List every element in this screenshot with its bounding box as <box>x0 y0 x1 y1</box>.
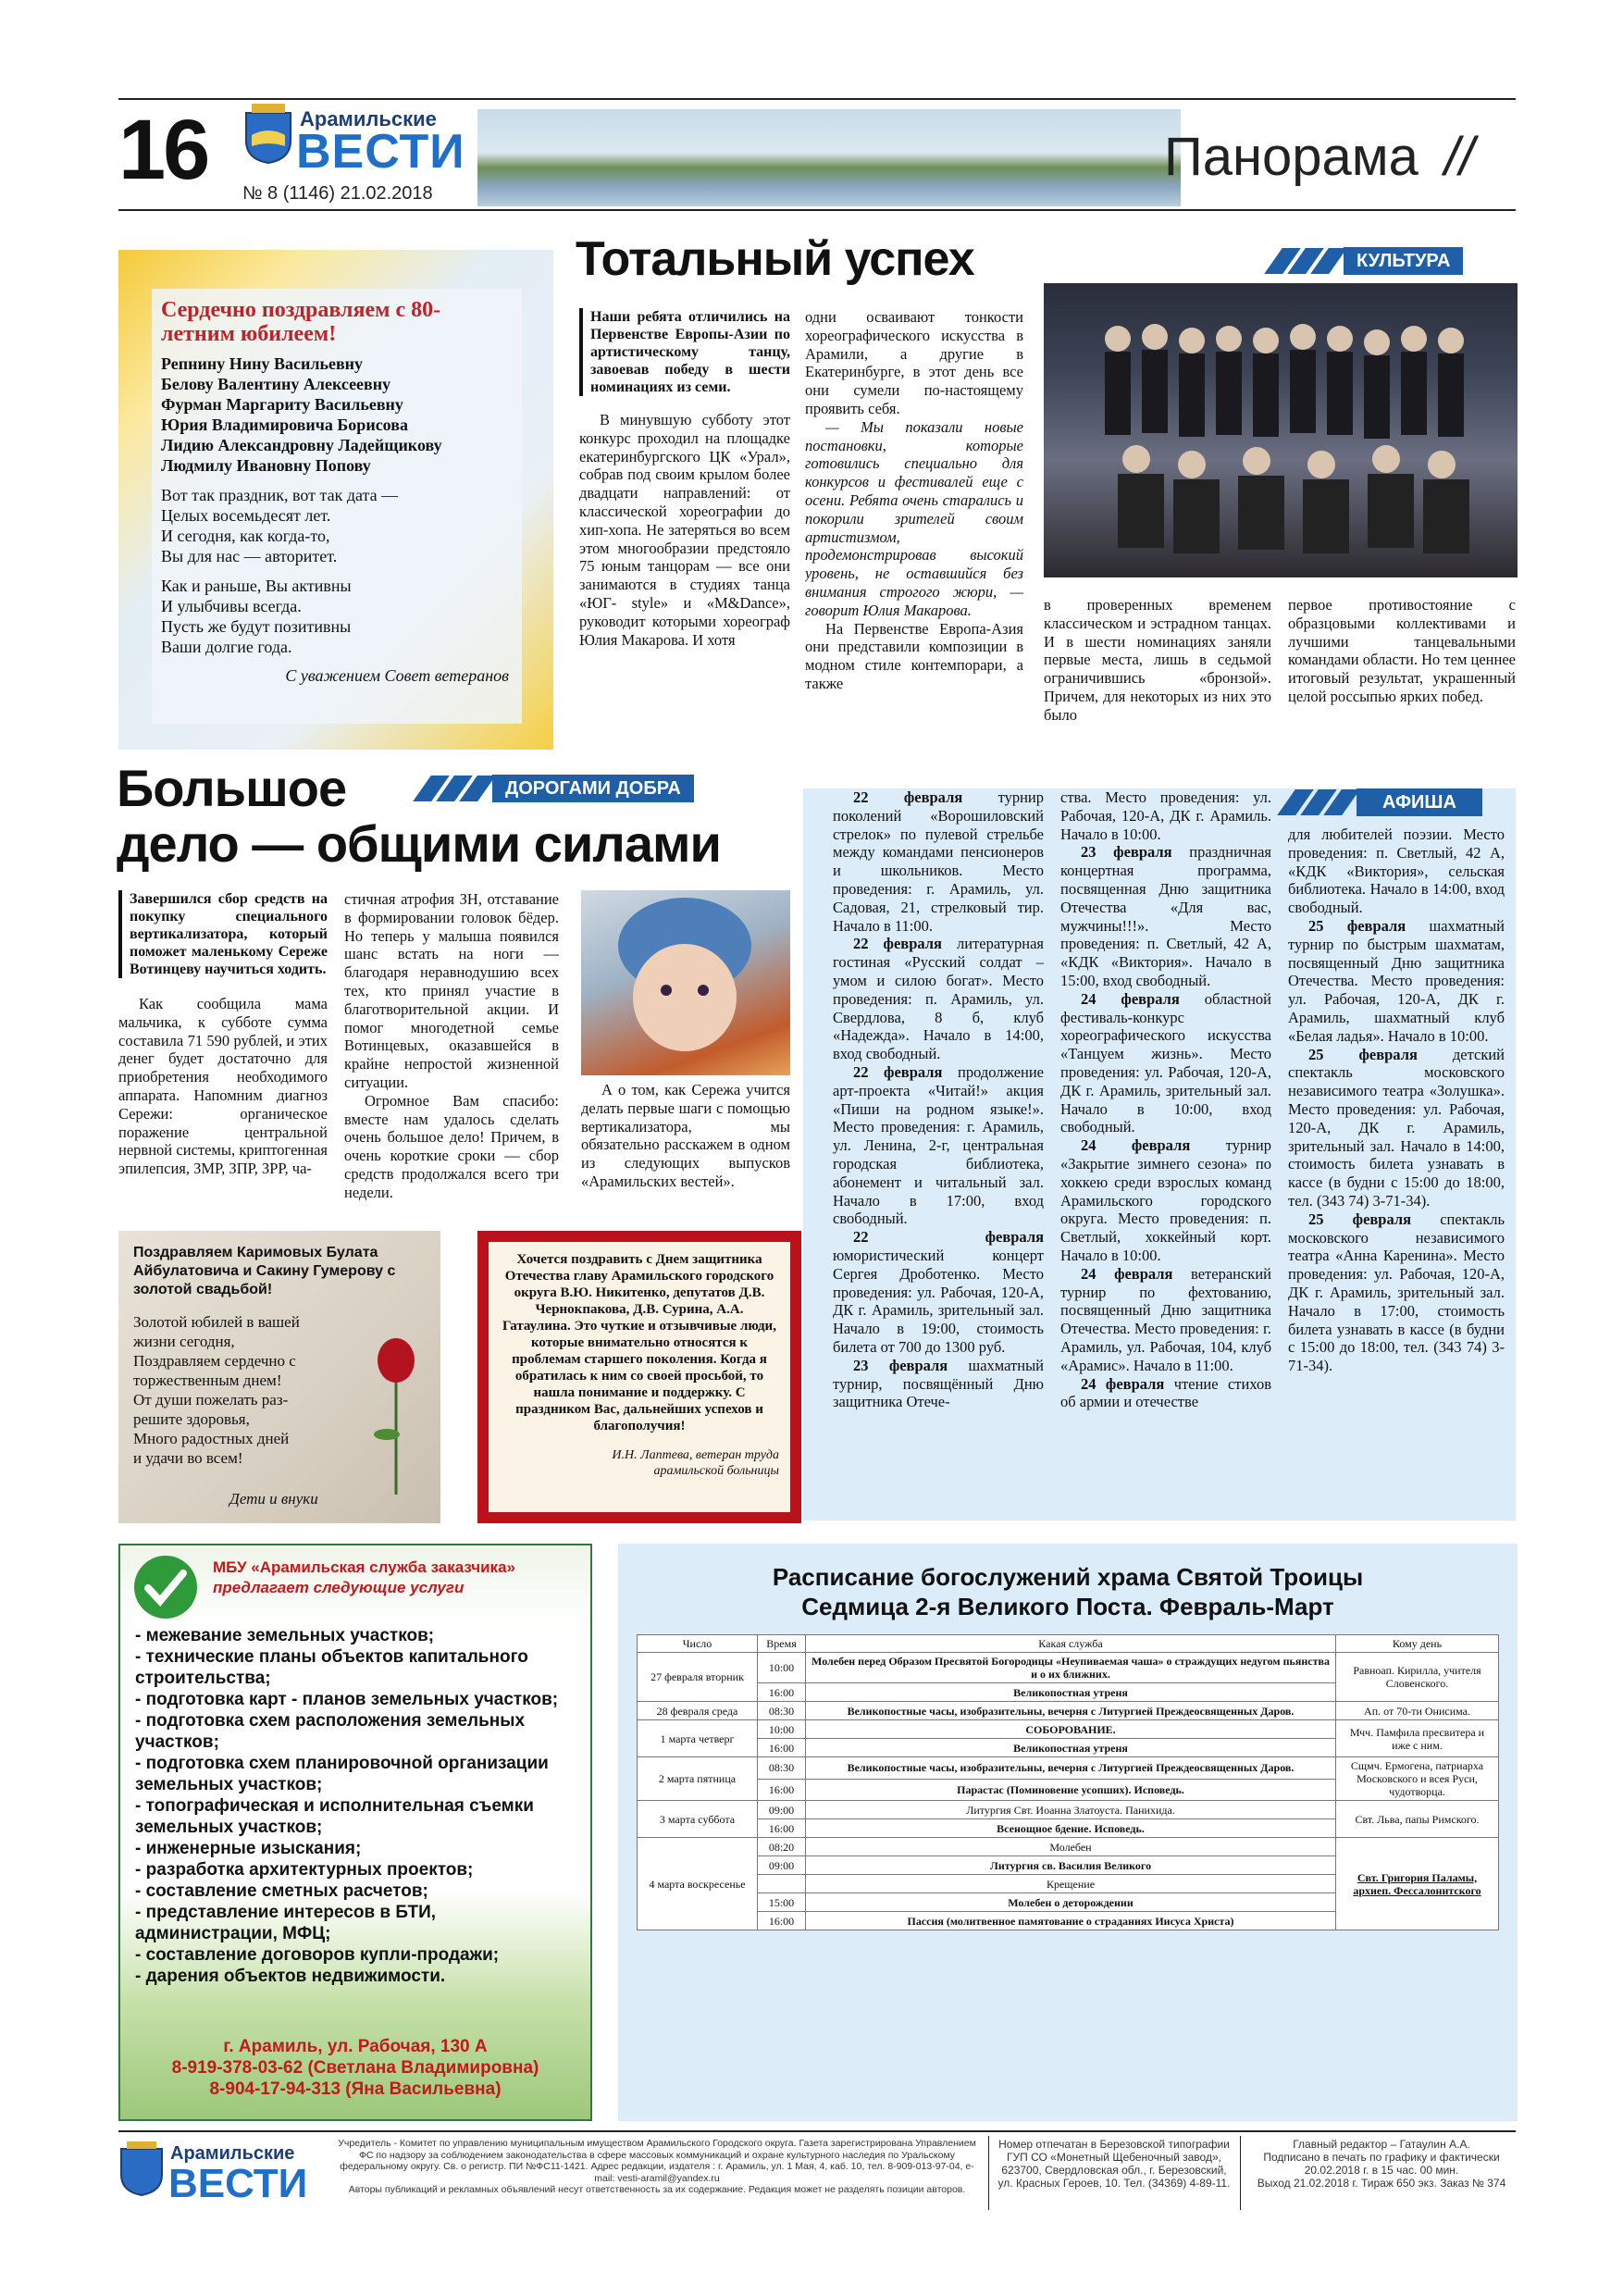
services-list <box>120 1625 590 1987</box>
afisha-text: спектакль московского независимого театра «Анна Каренина». Место проведения: ул. Рабочая, 120-А, ДК г. Арамиль, зрительный зал. Начало в 17:00, стоимость билета узнавать в кассе (в будни с 15:00 до 18:00, тел. (343 74) 3-71-34). <box>1288 1210 1505 1375</box>
ad-phone: 8-904-17-94-313 (Яна Васильевна) <box>209 2079 502 2099</box>
verse-line: Как и раньше, Вы активны <box>161 577 352 595</box>
schedule-header-row <box>638 1635 1499 1653</box>
greeting-jubilee-box <box>118 250 553 750</box>
afisha-text: шахматный турнир, посвящённый Дню защитника Отече- <box>833 1356 1044 1411</box>
ad-header <box>120 1545 590 1625</box>
disclaimer: Авторы публикаций и рекламных объявлений несут ответственность за их содержание. Редакция может не разделять позиции авторов. <box>348 2184 966 2195</box>
schedule-time: 08:30 <box>758 1757 806 1780</box>
service-item: - подготовка схем расположения земельных участков; <box>135 1711 526 1752</box>
schedule-service: Пассия (молитвенное памятование о страданиях Иисуса Христа) <box>806 1912 1336 1930</box>
afisha-col1 <box>833 788 1044 1518</box>
article-text: стичная атрофия ЗН, отставание в формировании головок бёдер. Но теперь у малыша появился шанс встать на ноги — благодаря неравнодушию всех тех, кто принял участие в благотворительной акции. И помог многодетной семье Вотинцевых, оказавшейся в крайне непростой жизненной ситуации. <box>344 890 559 1091</box>
jubilee-name: Лидию Александровну Ладейщикову <box>161 436 442 454</box>
verse-line: торжественным днем! <box>133 1371 282 1389</box>
afisha-date: 24 февраля <box>1081 1374 1165 1393</box>
afisha-text: детский спектакль московского независимого театра «Золушка». Место проведения: ул. Рабочая, 120-А, ДК г. Арамиль, зрительный зал. Начало в 14:00, стоимость билета узнавать в кассе (в будни с 15:00 до 18:00, тел. (343 74) 3-71-34). <box>1288 1045 1505 1210</box>
greeting-jubilee-title: Сердечно поздравляем с 80-летним юбилеем! <box>161 298 441 346</box>
afisha-entry <box>833 1063 1044 1228</box>
dance-photo <box>1044 283 1518 577</box>
service-item: - топографическая и исполнительная съемки земельных участков; <box>135 1796 534 1837</box>
afisha-entry <box>833 1228 1044 1357</box>
afisha-entry <box>1288 917 1505 1046</box>
footer-divider <box>988 2136 989 2210</box>
jubilee-name: Людмилу Ивановну Попову <box>161 456 371 475</box>
afisha-entry <box>1060 788 1271 843</box>
child-illustration <box>581 890 790 1075</box>
header-cell: Время <box>758 1635 806 1653</box>
afisha-entry <box>1060 1265 1271 1375</box>
jubilee-name: Фурман Маргариту Васильевну <box>161 395 403 414</box>
afisha-text: турнир «Закрытие зимнего сезона» по хоккею среди взрослых команд Арамильского городского округа. Место проведения: п. Светлый, хоккейный корт. Начало в 10:00. <box>1060 1136 1271 1264</box>
afisha-entry <box>1060 843 1271 989</box>
schedule-time: 16:00 <box>758 1819 806 1838</box>
article-text: первое противостояние с образцовыми коллективами и лучшими танцевальными командами области. Но тем ценнее итоговый результат, украшенный целой россыпью ярких побед. <box>1288 596 1516 705</box>
schedule-day: 3 марта суббота <box>638 1801 758 1838</box>
section-title-text: Панорама <box>1164 127 1419 187</box>
schedule-time: 10:00 <box>758 1653 806 1683</box>
service-item: - дарения объектов недвижимости. <box>135 1967 446 1986</box>
service-item: - составление договоров купли-продажи; <box>135 1945 500 1965</box>
afisha-entry <box>833 788 1044 935</box>
schedule-saint: Мчч. Памфила пресвитера и иже с ним. <box>1336 1720 1499 1757</box>
service-item: - представление интересов в БТИ, администрации, МФЦ; <box>135 1903 437 1943</box>
jubilee-verse-2 <box>161 576 514 657</box>
article-total-title: Тотальный успех <box>576 232 974 286</box>
masthead-title-top: Арамильские <box>300 107 437 130</box>
schedule-time: 15:00 <box>758 1893 806 1912</box>
section-mark: // <box>1444 127 1475 187</box>
verse-line: Вот так праздник, вот так дата — <box>161 486 399 504</box>
schedule-table <box>637 1634 1499 1930</box>
article-big-col2 <box>344 890 559 1220</box>
article-big-col3 <box>581 1081 790 1220</box>
article-big-col1 <box>118 890 328 1220</box>
schedule-time: 08:20 <box>758 1838 806 1856</box>
verse-line: И улыбчивы всегда. <box>161 597 302 615</box>
verse-line: Вы для нас — авторитет. <box>161 547 338 565</box>
header-cell: Число <box>638 1635 758 1653</box>
schedule-time: 09:00 <box>758 1801 806 1819</box>
header-top-rule <box>118 98 1516 100</box>
schedule-time: 09:00 <box>758 1856 806 1875</box>
greeting-veterans-text: Хочется поздравить с Днем защитника Отечества главу Арамильского городского округа В.Ю. Никитенко, депутатов Д.В. Чернокпакова, Д.В. Сурина, А.А. Гатаулина. Это чуткие и отзывчивые люди, которые внимательно относятся к проблемам старшего поколения. Когда я обратилась к ним со своей просьбой, то нашла понимание и поддержку. С праздником Вас, дальнейших успехов и благополучия! <box>502 1252 776 1433</box>
jubilee-name: Репнину Нину Васильевну <box>161 354 364 373</box>
greeting-wedding-box <box>118 1231 440 1523</box>
schedule-service: СОБОРОВАНИЕ. <box>806 1720 1336 1739</box>
afisha-text: чтение стихов об армии и отечестве <box>1060 1374 1271 1411</box>
schedule-service: Молебен о деторождении <box>806 1893 1336 1912</box>
schedule-day: 4 марта воскресенье <box>638 1838 758 1930</box>
afisha-text: литературная гостиная «Русский солдат – умом и силою богат». Место проведения: п. Арамиль, ул. Свердлова, 8 б, клуб «Надежда». Начало в 14:00, вход свободный. <box>833 935 1044 1063</box>
masthead-logo <box>242 104 465 205</box>
page-number: 16 <box>118 103 208 197</box>
schedule-row <box>638 1702 1499 1720</box>
schedule-day: 27 февраля вторник <box>638 1653 758 1702</box>
schedule-row <box>638 1838 1499 1856</box>
article-total-lead: Наши ребята отличились на Первенстве Европы-Азии по артистическому танцу, завоевав победу в шести номинациях из семи. <box>579 308 790 396</box>
rose-icon <box>359 1333 433 1499</box>
verse-line: От души пожелать раз- <box>133 1391 289 1409</box>
afisha-text: для любителей поэзии. Место проведения: п. Светлый, 42 А, «КДК «Виктория», сельская библиотека. Начало в 14:00, вход свободный. <box>1288 825 1505 917</box>
article-quote: — Мы показали новые постановки, которые готовились специально для конкурсов и фестивалей еще с осени. Ребята очень старались и покорили зрителей своим артистизмом, продемонстрировав высокий уровень, не оставшийся без внимания строгого жюри, — говорит Юлия Макарова. <box>805 417 1023 619</box>
afisha-date: 23 февраля <box>853 1356 948 1374</box>
schedule-time: 10:00 <box>758 1720 806 1739</box>
ad-offer: предлагает следующие услуги <box>213 1579 465 1596</box>
afisha-date: 24 февраля <box>1081 1136 1191 1155</box>
afisha-date: 25 февраля <box>1308 1210 1412 1228</box>
afisha-date: 22 февраля <box>853 1228 1044 1247</box>
title-line: дело — общими силами <box>117 814 721 873</box>
afisha-date: 22 февраля <box>853 935 942 953</box>
afisha-text: турнир поколений «Ворошиловский стрелок» по пулевой стрельбе между командами пенсионеров и школьников. Место проведения: г. Арамиль, ул. Садовая, 21, стрелковый тир. Начало в 11:00. <box>833 788 1044 935</box>
schedule-service: Великопостные часы, изобразительны, вечерня с Литургией Преждеосвященных Даров. <box>806 1702 1336 1720</box>
article-text: На Первенстве Европа-Азия они представили композиции в модном стиле контемпорари, а также <box>805 619 1023 692</box>
wedding-signature: Дети и внуки <box>229 1490 318 1508</box>
schedule-saint: Ап. от 70-ти Онисима. <box>1336 1702 1499 1720</box>
services-ad <box>118 1544 592 2121</box>
rubric-label: КУЛЬТУРА <box>1344 247 1463 275</box>
article-total-col2 <box>805 308 1023 754</box>
greeting-jubilee-inner <box>152 289 522 724</box>
verse-line: Целых восемьдесят лет. <box>161 506 331 525</box>
footer-brand-top: Арамильские <box>170 2143 295 2164</box>
title-line: Большое <box>117 759 347 817</box>
rubric-afisha <box>1286 788 1482 816</box>
afisha-col2 <box>1060 788 1271 1518</box>
service-item: - инженерные изыскания; <box>135 1839 362 1858</box>
article-big-lead: Завершился сбор средств на покупку специального вертикализатора, который поможет маленькому Сереже Вотинцеву научиться ходить. <box>118 890 328 978</box>
afisha-text: юмористический концерт Сергея Дроботенко. Место проведения: ул. Рабочая, 120-А, ДК г. Арамиль, зрительный зал. Начало в 19:00, стоимость билета от 700 до 1300 руб. <box>833 1246 1044 1356</box>
dancers-illustration <box>1044 283 1518 577</box>
ad-phone: 8-919-378-03-62 (Светлана Владимировна) <box>171 2058 539 2078</box>
service-item: - подготовка карт - планов земельных участков; <box>135 1690 559 1709</box>
schedule-saint: Свт. Льва, папы Римского. <box>1336 1801 1499 1838</box>
afisha-col3 <box>1288 825 1505 1518</box>
section-title <box>1164 128 1474 187</box>
schedule-service: Литургия Свт. Иоанна Златоуста. Панихида. <box>806 1801 1336 1819</box>
schedule-body <box>638 1653 1499 1930</box>
editor: Главный редактор – Гатаулин А.А. <box>1293 2138 1470 2151</box>
footer-brand-bottom: ВЕСТИ <box>168 2161 308 2206</box>
schedule-row <box>638 1653 1499 1683</box>
schedule-service: Великопостная утреня <box>806 1683 1336 1702</box>
ad-org: МБУ «Арамильская служба заказчика» <box>213 1558 515 1576</box>
checkmark-icon <box>131 1553 200 1621</box>
afisha-date: 24 февраля <box>1081 989 1180 1008</box>
schedule-row <box>638 1801 1499 1819</box>
afisha-date: 25 февраля <box>1308 1045 1418 1063</box>
schedule-service: Парастас (Поминовение усопших). Исповедь. <box>806 1779 1336 1801</box>
greeting-jubilee-names <box>161 354 514 476</box>
afisha-entry <box>1060 1375 1271 1412</box>
article-text: одни осваивают тонкости хореографического искусства в Арамили, а другие в Екатеринбурге, в этот день все они сумели по-настоящему проявить себя. <box>805 308 1023 417</box>
footer-publisher <box>333 2138 981 2196</box>
ad-address: г. Арамиль, ул. Рабочая, 130 А <box>223 2037 488 2056</box>
ad-contacts <box>120 2036 590 2100</box>
schedule-title-line: Расписание богослужений храма Святой Троицы <box>772 1563 1364 1591</box>
article-text: Огромное Вам спасибо: вместе нам удалось сделать очень большое дело! Причем, в очень короткие сроки — сбор средств продолжался всего три недели. <box>344 1091 559 1201</box>
masthead-title-bottom: ВЕСТИ <box>296 125 465 179</box>
greeting-veterans-signature: И.Н. Лаптева, ветеран труда арамильской больницы <box>612 1448 779 1478</box>
afisha-date: 25 февраля <box>1308 916 1406 935</box>
service-item: - разработка архитектурных проектов; <box>135 1860 474 1880</box>
schedule-time: 16:00 <box>758 1683 806 1702</box>
schedule-service: Всенощное бдение. Исповедь. <box>806 1819 1336 1838</box>
release: Выход 21.02.2018 г. Тираж 650 экз. Заказ № 374 <box>1257 2177 1506 2190</box>
afisha-date: 23 февраля <box>1081 843 1172 862</box>
article-text: В минувшую субботу этот конкурс проходил на площадке екатеринбургского ЦК «Урал», собрав под своим крылом более двадцати направлений: от классической хореографии до хип-хопа. Не затеряться во всем этом многообразии предстояло 75 юным танцорам — все они занимаются в студиях танца «ЮГ- style» и «M&Dance», руководит которыми хореограф Юлия Макарова. И хотя <box>579 411 790 649</box>
schedule-time: 16:00 <box>758 1912 806 1930</box>
afisha-date: 22 февраля <box>853 788 963 806</box>
schedule-saint: Сщмч. Ермогена, патриарха Московского и всея Руси, чудотворца. <box>1336 1757 1499 1801</box>
header-cell: Какая служба <box>806 1635 1336 1653</box>
schedule-service: Молебен перед Образом Пресвятой Богородицы «Неупиваемая чаша» о страждущих недугом пьянства и о их ближних. <box>806 1653 1336 1683</box>
article-total-col4 <box>1288 596 1516 755</box>
verse-line: И сегодня, как когда-то, <box>161 527 330 545</box>
coat-of-arms-icon <box>118 2141 165 2197</box>
schedule-row <box>638 1720 1499 1739</box>
schedule-title-line: Седмица 2-я Великого Поста. Февраль-Март <box>801 1593 1334 1620</box>
issue-info: № 8 (1146) 21.02.2018 <box>242 183 433 204</box>
jubilee-verse-1 <box>161 485 514 566</box>
afisha-entry <box>1060 1136 1271 1265</box>
schedule-service: Великопостные часы, изобразительны, вечерня с Литургией Преждеосвященных Даров. <box>806 1757 1336 1780</box>
rubric-charity <box>422 775 694 802</box>
verse-line: жизни сегодня, <box>133 1333 235 1350</box>
article-text: А о том, как Сережа учится делать первые шаги с помощью вертикализатора, мы обязательно расскажем в одном из следующих выпусков «Арамильских вестей». <box>581 1081 790 1190</box>
schedule-service: Крещение <box>806 1875 1336 1893</box>
footer-editor-block <box>1247 2138 1516 2190</box>
verse-line: Пусть же будут позитивны <box>161 617 352 636</box>
child-photo <box>581 890 790 1075</box>
verse-line: и удачи во всем! <box>133 1449 243 1467</box>
greeting-wedding-title: Поздравляем Каримовых Булата Айбулатовича и Сакину Гумерову с золотой свадьбой! <box>133 1245 396 1297</box>
schedule-box <box>618 1544 1518 2121</box>
greeting-veterans-box <box>477 1231 801 1523</box>
article-total-col3 <box>1044 596 1271 755</box>
schedule-saint: Равноап. Кирилла, учителя Словенского. <box>1336 1653 1499 1702</box>
coat-of-arms-icon <box>242 104 294 165</box>
rubric-label: АФИША <box>1357 788 1482 816</box>
afisha-text: продолжение арт-проекта «Читай!» акция «Пиши на родном языке!». Место проведения: г. Арамиль, ул. Ленина, 2-г, центральная городская библиотека, абонемент и читальный зал. Начало в 17:00, вход свободный. <box>833 1062 1044 1228</box>
afisha-date: 22 февраля <box>853 1062 943 1081</box>
verse-line: Много радостных дней <box>133 1430 290 1447</box>
jubilee-name: Белову Валентину Алексеевну <box>161 375 391 393</box>
jubilee-name: Юрия Владимировича Борисова <box>161 416 408 434</box>
schedule-title <box>637 1562 1499 1621</box>
schedule-time: 16:00 <box>758 1779 806 1801</box>
jubilee-signature: С уважением Совет ветеранов <box>285 666 509 685</box>
afisha-text: праздничная концертная программа, посвященная Дню защитника Отечества «Для вас, мужчины!!!». Место проведения: п. Светлый, 42 А, «КДК «Виктория». Начало в 15:00, вход свободный. <box>1060 843 1271 989</box>
service-item: - межевание земельных участков; <box>135 1626 435 1645</box>
verse-line: Ваши долгие года. <box>161 638 292 656</box>
footer-printing: Номер отпечатан в Березовской типографии ГУП СО «Монетный Щебеночный завод», 623700, Свердловская обл., г. Березовский, ул. Красных Героев, 10. Тел. (34369) 4-89-11. <box>997 2138 1231 2190</box>
afisha-text: ства. Место проведения: ул. Рабочая, 120-А, ДК г. Арамиль. Начало в 10:00. <box>1060 788 1271 843</box>
afisha-entry <box>1288 1046 1505 1210</box>
footer-rule <box>118 2130 1516 2132</box>
schedule-service: Литургия св. Василия Великого <box>806 1856 1336 1875</box>
schedule-saint: Свт. Григория Паламы, архиеп. Фессалонитского <box>1336 1838 1499 1930</box>
schedule-service: Молебен <box>806 1838 1336 1856</box>
service-item: - технические планы объектов капитального строительства; <box>135 1647 528 1688</box>
article-total-col1 <box>579 308 790 754</box>
service-item: - подготовка схем планировочной организации земельных участков; <box>135 1754 549 1794</box>
afisha-entry <box>1060 990 1271 1136</box>
service-item: - составление сметных расчетов; <box>135 1881 428 1901</box>
schedule-day: 28 февраля среда <box>638 1702 758 1720</box>
verse-line: Золотой юбилей в вашей <box>133 1313 300 1331</box>
signed: Подписано в печать по графику и фактически 20.02.2018 г. в 15 час. 00 мин. <box>1263 2151 1500 2177</box>
afisha-text: шахматный турнир по быстрым шахматам, посвященный Дню защитника Отечества. Место проведения: ул. Рабочая, 120-А, ДК г. Арамиль, шахматный клуб «Белая ладья». Начало в 10:00. <box>1288 916 1505 1045</box>
article-text: Как сообщила мама мальчика, к субботе сумма составила 71 590 рублей, и этих денег будет достаточно для приобретения необходимого аппарата. Напомним диагноз Сережи: органическое поражение центральной нервной системы, криптогенная эпилепсия, ЗМР, ЗПР, ЗРР, ча- <box>118 995 328 1178</box>
header-bottom-rule <box>118 209 1516 211</box>
schedule-day: 1 марта четверг <box>638 1720 758 1757</box>
afisha-entry <box>1288 825 1505 917</box>
wedding-verse <box>133 1312 346 1468</box>
schedule-time <box>758 1875 806 1893</box>
afisha-entry <box>833 1357 1044 1411</box>
article-text: в проверенных временем классическом и эстрадном танцах. И в шести номинациях заняли первые места, лишь в седьмой ограничившись «бронзой». Причем, для некоторых из них это было <box>1044 596 1271 724</box>
rubric-culture <box>1273 247 1463 275</box>
afisha-entry <box>1288 1210 1505 1375</box>
afisha-date: 24 февраля <box>1081 1264 1173 1283</box>
schedule-row <box>638 1757 1499 1780</box>
header-cell: Кому день <box>1336 1635 1499 1653</box>
publisher-info: Учредитель - Комитет по управлению муниципальным имуществом Арамильского Городского округа. Газета зарегистрирована Управлением ФС по надзору за соблюдением законодательства в сфере массовых коммуникаций и охране культурного наследия по Уральскому федеральному округу. Св. о регистр. ПИ №ФС11-1421. Адрес редакции, издателя : г. Арамиль, ул. 1 Мая, 4, каб. 10, тел. 8-909-013-97-04, e-mail: vesti-aramil@yandex.ru <box>338 2138 976 2184</box>
header-panorama-photo <box>477 109 1181 206</box>
verse-line: Поздравляем сердечно с <box>133 1352 296 1370</box>
afisha-text: областной фестиваль-конкурс хореографического искусства «Танцуем жизнь». Место проведения: ул. Рабочая, 120-А, ДК г. Арамиль, зрительный зал. Начало в 10:00, вход свободный. <box>1060 989 1271 1136</box>
afisha-text: ветеранский турнир по фехтованию, посвященный Дню защитника Отечества. Место проведения: г. Арамиль, ул. Рабочая, 104, клуб «Арамис». Начало в 11:00. <box>1060 1264 1271 1374</box>
schedule-time: 16:00 <box>758 1739 806 1757</box>
schedule-service: Великопостная утреня <box>806 1739 1336 1757</box>
rubric-label: ДОРОГАМИ ДОБРА <box>492 775 694 802</box>
footer-logo <box>118 2136 322 2219</box>
verse-line: решите здоровья, <box>133 1410 250 1428</box>
footer-divider <box>1240 2136 1241 2210</box>
afisha-entry <box>833 935 1044 1063</box>
greeting-veterans-inner <box>489 1242 790 1512</box>
schedule-day: 2 марта пятница <box>638 1757 758 1801</box>
schedule-time: 08:30 <box>758 1702 806 1720</box>
